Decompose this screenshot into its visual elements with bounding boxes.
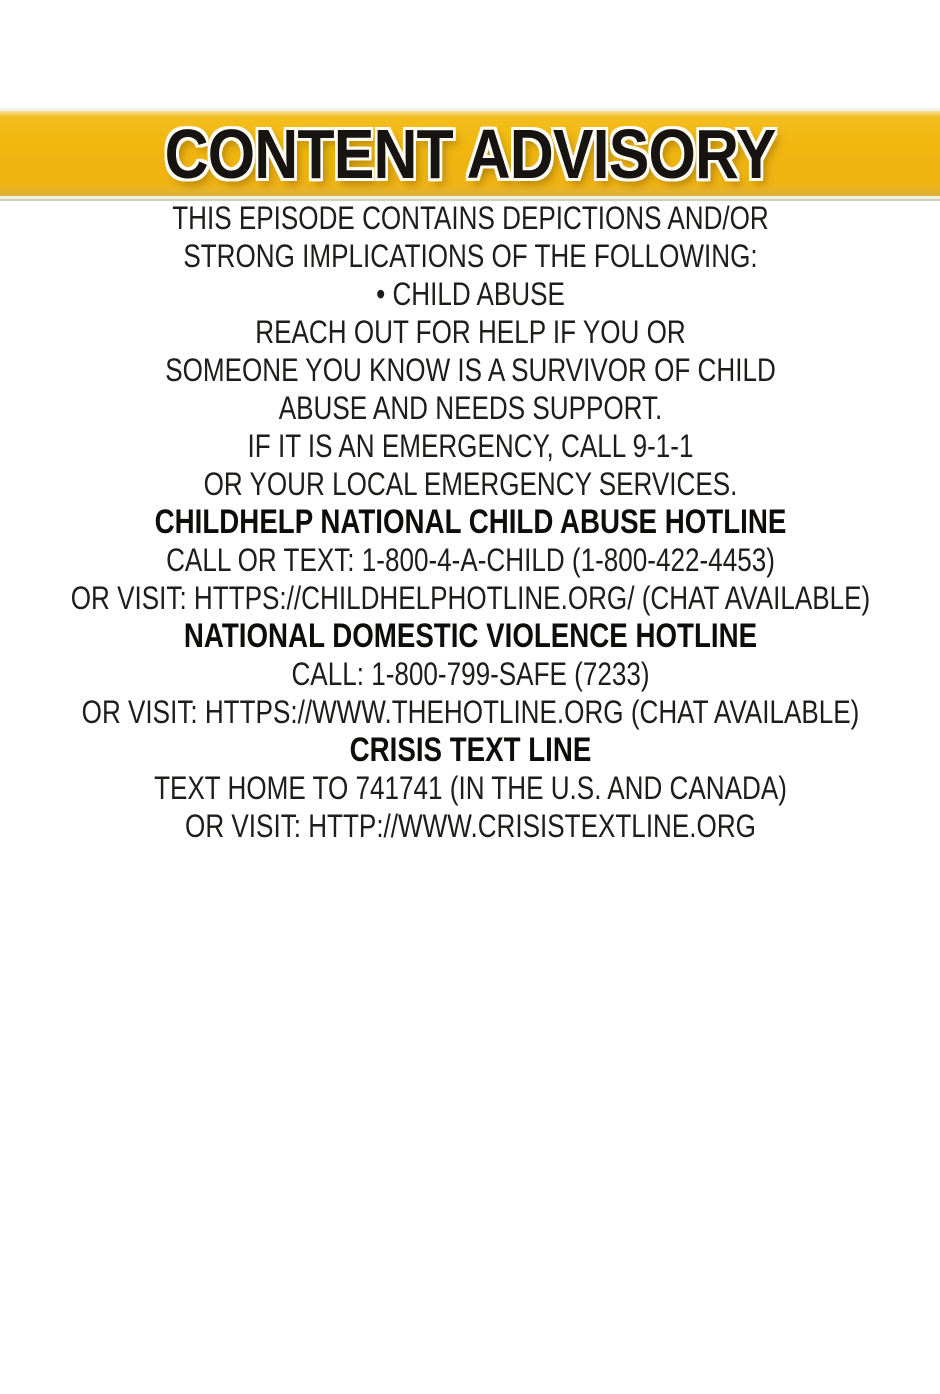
- hotline-website-childhelp: OR VISIT: HTTPS://CHILDHELPHOTLINE.ORG/ (CHAT AVAILABLE): [70, 580, 871, 616]
- content-advisory-page: [0, 108, 940, 845]
- advisory-banner: [0, 108, 940, 199]
- support-line-3: ABUSE AND NEEDS SUPPORT.: [278, 390, 663, 426]
- hotline-contact-childhelp: CALL OR TEXT: 1-800-4-A-CHILD (1-800-422-4453): [166, 542, 775, 578]
- hotline-section-childhelp: [1, 503, 940, 617]
- hotline-contact-crisis-text-line: TEXT HOME TO 741741 (IN THE U.S. AND CANADA): [154, 770, 787, 806]
- emergency-paragraph: [1, 427, 940, 503]
- content-warning-item: • CHILD ABUSE: [376, 276, 565, 312]
- hotline-contact-domestic-violence: CALL: 1-800-799-SAFE (7233): [291, 656, 650, 692]
- support-line-1: REACH OUT FOR HELP IF YOU OR: [255, 314, 686, 350]
- hotline-section-crisis-text-line: [1, 731, 940, 845]
- intro-line-1: THIS EPISODE CONTAINS DEPICTIONS AND/OR: [172, 200, 769, 236]
- content-warning-list: [1, 275, 940, 313]
- intro-line-2: STRONG IMPLICATIONS OF THE FOLLOWING:: [183, 238, 758, 274]
- advisory-body: [1, 199, 940, 845]
- support-paragraph: [1, 313, 940, 427]
- emergency-line-2: OR YOUR LOCAL EMERGENCY SERVICES.: [203, 466, 738, 502]
- hotline-name-childhelp: CHILDHELP NATIONAL CHILD ABUSE HOTLINE: [154, 503, 787, 541]
- hotline-section-domestic-violence: [1, 617, 940, 731]
- hotline-website-crisis-text-line: OR VISIT: HTTP://WWW.CRISISTEXTLINE.ORG: [185, 808, 756, 844]
- hotline-name-crisis-text-line: CRISIS TEXT LINE: [349, 731, 592, 769]
- support-line-2: SOMEONE YOU KNOW IS A SURVIVOR OF CHILD: [165, 352, 776, 388]
- hotline-name-domestic-violence: NATIONAL DOMESTIC VIOLENCE HOTLINE: [183, 617, 758, 655]
- hotline-website-domestic-violence: OR VISIT: HTTPS://WWW.THEHOTLINE.ORG (CHAT AVAILABLE): [81, 694, 860, 730]
- intro-paragraph: [1, 199, 940, 275]
- banner-title: CONTENT ADVISORY: [164, 114, 776, 193]
- emergency-line-1: IF IT IS AN EMERGENCY, CALL 9-1-1: [247, 428, 694, 464]
